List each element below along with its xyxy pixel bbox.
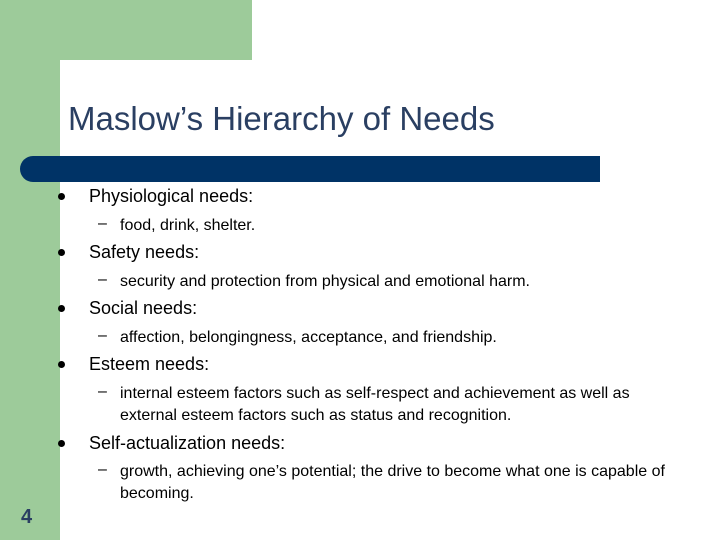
bullet-dot-icon xyxy=(58,440,65,447)
dash-icon: – xyxy=(98,271,107,288)
bullet-dot-icon xyxy=(58,193,65,200)
bullet-term: Social needs xyxy=(89,298,193,318)
title-underline-bar xyxy=(20,156,600,182)
dash-icon: – xyxy=(98,383,107,400)
bullet-label xyxy=(89,433,285,454)
bullet-term: Physiological needs xyxy=(89,186,249,206)
bullet-dot-icon xyxy=(58,361,65,368)
bullet-suffix: : xyxy=(280,433,286,453)
bullet-label xyxy=(89,354,209,375)
bullet-suffix: : xyxy=(248,186,254,206)
left-accent-bar xyxy=(0,0,60,540)
sub-item-text: security and protection from physical and emotional harm. xyxy=(120,273,530,290)
sub-item-text: affection, belongingness, acceptance, and friendship. xyxy=(120,329,497,346)
bullet-label xyxy=(89,242,199,263)
bullet-dot-icon xyxy=(58,249,65,256)
dash-icon: – xyxy=(98,461,107,478)
top-accent-block xyxy=(0,0,252,60)
bullet-dot-icon xyxy=(58,305,65,312)
sub-item-text: food, drink, shelter. xyxy=(120,217,256,234)
page-number: 4 xyxy=(21,506,33,528)
sub-item-text: internal esteem factors such as self-respect and achievement as well as external esteem factors such as status and recognition. xyxy=(120,385,630,424)
bullet-suffix: : xyxy=(204,354,210,374)
bullet-label xyxy=(89,298,197,319)
bullet-label xyxy=(89,186,253,207)
bullet-term: Esteem needs xyxy=(89,354,205,374)
dash-icon: – xyxy=(98,327,107,344)
bullet-term: Self-actualization needs xyxy=(89,433,281,453)
bullet-suffix: : xyxy=(194,242,200,262)
dash-icon: – xyxy=(98,215,107,232)
sub-item-text: growth, achieving one’s potential; the drive to become what one is capable of becoming. xyxy=(120,463,665,502)
slide-title: Maslow’s Hierarchy of Needs xyxy=(68,100,495,137)
bullet-suffix: : xyxy=(192,298,198,318)
bullet-term: Safety needs xyxy=(89,242,195,262)
